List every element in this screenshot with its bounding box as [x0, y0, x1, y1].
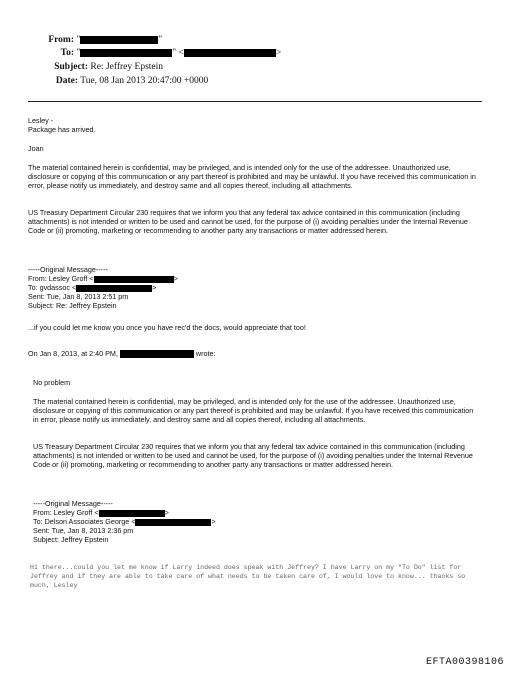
original-1-body: ...if you could let me know you once you have rec'd the docs, would appreciate that too!: [28, 323, 306, 332]
to-value-mid: " <: [172, 48, 184, 58]
header-divider: [28, 101, 482, 102]
original-from: From: Lesley Groff < >: [28, 274, 178, 283]
reply-greeting: [28, 116, 480, 134]
original-sent: Sent: Tue, Jan 8, 2013 2:36 pm: [33, 526, 134, 535]
header-from-row: [34, 34, 162, 46]
wrote-line: On Jan 8, 2013, at 2:40 PM, wrote:: [28, 349, 216, 358]
reply-signoff: Joan: [28, 144, 44, 153]
separator: -----Original Message-----: [33, 499, 113, 508]
from-value-suffix: ": [158, 35, 163, 45]
original-2-body: Hi there...could you let me know if Larry indeed does speak with Jeffrey? I have Larry on my "To Do" list for Jeffrey and if they are able to take care of what needs to be taken care of, I would love to know... thanks so much, Lesley: [30, 564, 466, 589]
quoted-treasury-notice: US Treasury Department Circular 230 requires that we inform you that any federal tax advice contained in this communication (including attachments) is not intended or written to be used and cannot be used, for the purpose of (i) avoiding penalties under the Internal Revenue Code or (ii) promoting, marketing or recommending to another party any transactions or matter addressed herein.: [33, 442, 473, 469]
date-value: Tue, 08 Jan 2013 20:47:00 +0000: [80, 76, 209, 86]
confidential-notice: The material contained herein is confidential, may be privileged, and is intended only for the use of the addressee. Unauthorized use, disclosure or copying of this communication or any part thereof is prohibited and may be unlawful. If you have received this communication in error, please notify us immediately, and destroy same and all copies thereof, including all attachments.: [28, 163, 476, 190]
original-subject: Subject: Jeffrey Epstein: [33, 535, 109, 544]
redaction-box: [184, 49, 276, 57]
original-message-2: [33, 499, 480, 544]
to-value-prefix: ": [76, 48, 81, 58]
quoted-confidential-notice: The material contained herein is confidential, may be privileged, and is intended only for the use of the addressee. Unauthorized use, disclosure or copying of this communication or any part thereof is prohibited and may be unlawful. If you have received this communication in error, please notify us immediately, and destroy same and all copies thereof, including all attachments.: [33, 397, 474, 424]
original-to: To: Delson Associates George < >: [33, 517, 216, 526]
to-value-suffix: >: [275, 48, 282, 58]
date-label: Date:: [55, 76, 78, 86]
bates-number: EFTA00398106: [425, 657, 504, 668]
original-sent: Sent: Tue, Jan 8, 2013 2:51 pm: [28, 292, 129, 301]
redaction-box: [135, 519, 211, 526]
quoted-reply-line: No problem: [33, 378, 71, 387]
original-to: To: gvdassoc < >: [28, 283, 157, 292]
from-value-prefix: ": [76, 35, 81, 45]
subject-label: Subject:: [54, 62, 88, 72]
from-label: From:: [48, 35, 74, 45]
header-to-row: [34, 47, 281, 59]
to-label: To:: [60, 48, 74, 58]
package-line: Package has arrived.: [28, 125, 96, 134]
header-subject-row: [34, 61, 163, 73]
redaction-box: [99, 510, 165, 517]
treasury-notice: US Treasury Department Circular 230 requires that we inform you that any federal tax advice contained in this communication (including attachments) is not intended or written to be used and cannot be used, for the purpose of (i) avoiding penalties under the Internal Revenue Code or (ii) promoting, marketing or recommending to another party any transactions or matter addressed herein.: [28, 208, 468, 235]
redaction-box: [94, 276, 174, 283]
original-subject: Subject: Re: Jeffrey Epstein: [28, 301, 117, 310]
salutation: Lesley -: [28, 116, 54, 125]
original-from: From: Lesley Groff < >: [33, 508, 169, 517]
redaction-box: [80, 36, 158, 44]
redaction-box: [120, 350, 194, 358]
redaction-box: [80, 49, 172, 57]
subject-value: Re: Jeffrey Epstein: [90, 62, 164, 72]
redaction-box: [76, 285, 152, 292]
separator: -----Original Message-----: [28, 265, 108, 274]
original-message-1: [28, 265, 480, 310]
header-date-row: [34, 75, 208, 87]
